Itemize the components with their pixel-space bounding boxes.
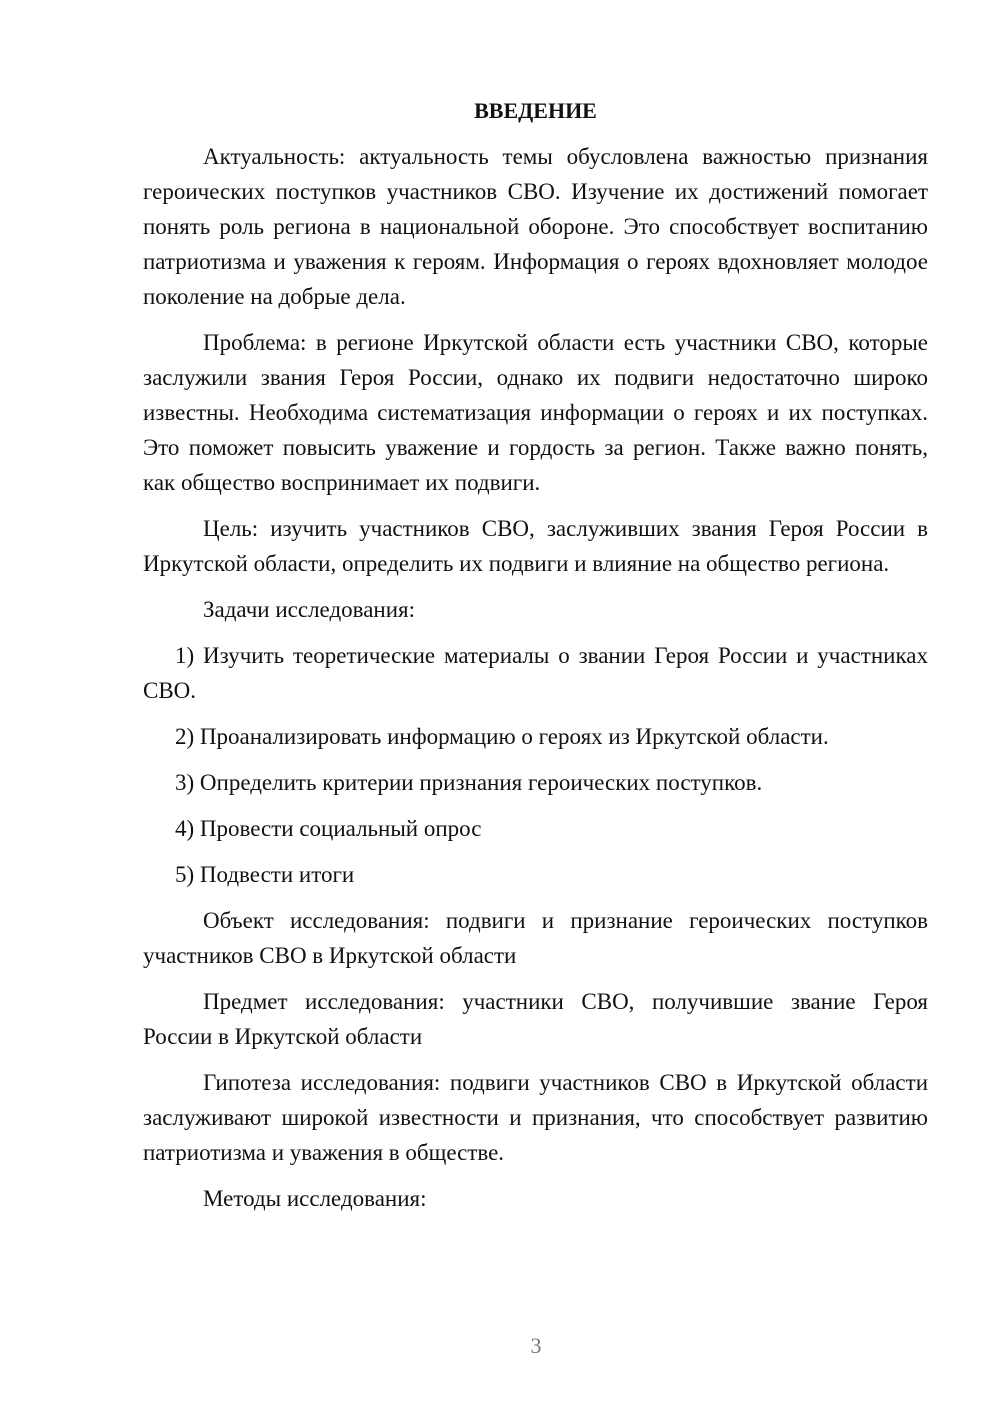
paragraph-goal: Цель: изучить участников СВО, заслуживших звания Героя России в Иркутской области, определить их подвиги и влияние на общество региона. [143,516,928,576]
task-item-1: 1) Изучить теоретические материалы о звании Героя России и участниках СВО. [143,643,928,703]
section-title: ВВЕДЕНИЕ [474,98,597,123]
page-number: 3 [530,1333,542,1358]
task-item-3: 3) Определить критерии признания героических поступков. [175,770,763,795]
paragraph-subject: Предмет исследования: участники СВО, получившие звание Героя России в Иркутской области [143,989,928,1049]
paragraph-object: Объект исследования: подвиги и признание героических поступков участников СВО в Иркутской области [143,908,928,968]
paragraph-methods: Методы исследования: [203,1186,427,1211]
task-item-5: 5) Подвести итоги [175,862,355,887]
tasks-heading: Задачи исследования: [203,597,416,622]
paragraph-relevance: Актуальность: актуальность темы обусловлена важностью признания героических поступков участников СВО. Изучение их достижений помогает понять роль региона в национальной обороне. Это способствует воспитанию патриотизма и уважения к героям. Информация о героях вдохновляет молодое поколение на добрые дела. [143,144,928,309]
paragraph-problem: Проблема: в регионе Иркутской области есть участники СВО, которые заслужили звания Героя России, однако их подвиги недостаточно широко известны. Необходима систематизация информации о героях и их поступках. Это поможет повысить уважение и гордость за регион. Также важно понять, как общество воспринимает их подвиги. [143,330,928,495]
document-page [143,96,928,1227]
task-item-4: 4) Провести социальный опрос [175,816,482,841]
task-item-2: 2) Проанализировать информацию о героях из Иркутской области. [175,724,829,749]
paragraph-hypothesis: Гипотеза исследования: подвиги участников СВО в Иркутской области заслуживают широкой известности и признания, что способствует развитию патриотизма и уважения в обществе. [143,1070,928,1165]
